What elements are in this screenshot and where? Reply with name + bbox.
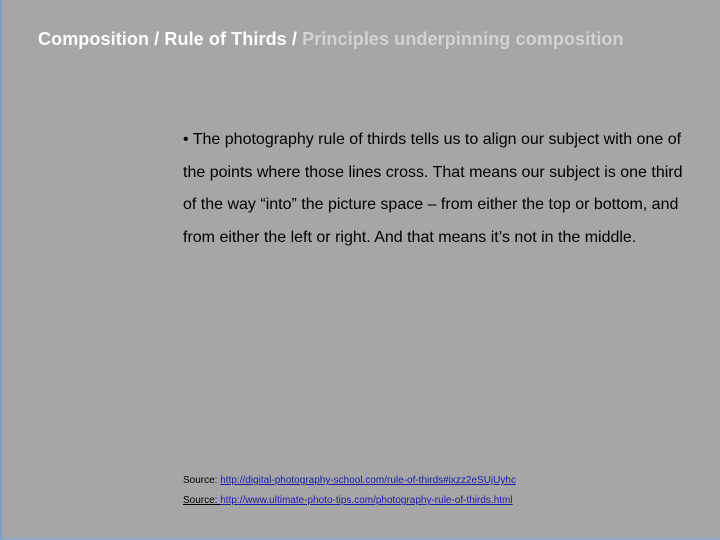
source-line-1 (183, 474, 516, 494)
source-line-2 (183, 494, 516, 514)
slide-title (38, 29, 624, 50)
source-label: Source: (183, 475, 221, 486)
body-text-block (183, 124, 683, 254)
source-link[interactable]: http://www.ultimate-photo-tips.com/photography-rule-of-thirds.html (220, 495, 513, 506)
title-main: Composition / Rule of Thirds (38, 29, 287, 49)
title-separator: / (286, 29, 303, 49)
title-subtitle: Principles underpinning composition (302, 29, 624, 49)
source-link[interactable]: http://digital-photography-school.com/rule-of-thirds#ixzz2eSUjUyhc (220, 475, 516, 486)
source-label: Source: (183, 495, 221, 506)
sources-block (183, 474, 516, 514)
body-paragraph: • The photography rule of thirds tells us to align our subject with one of the points where those lines cross. That means our subject is one third of the way “into” the picture space – from either the top or bottom, and from either the left or right. And that means it’s not in the middle. (183, 131, 683, 246)
